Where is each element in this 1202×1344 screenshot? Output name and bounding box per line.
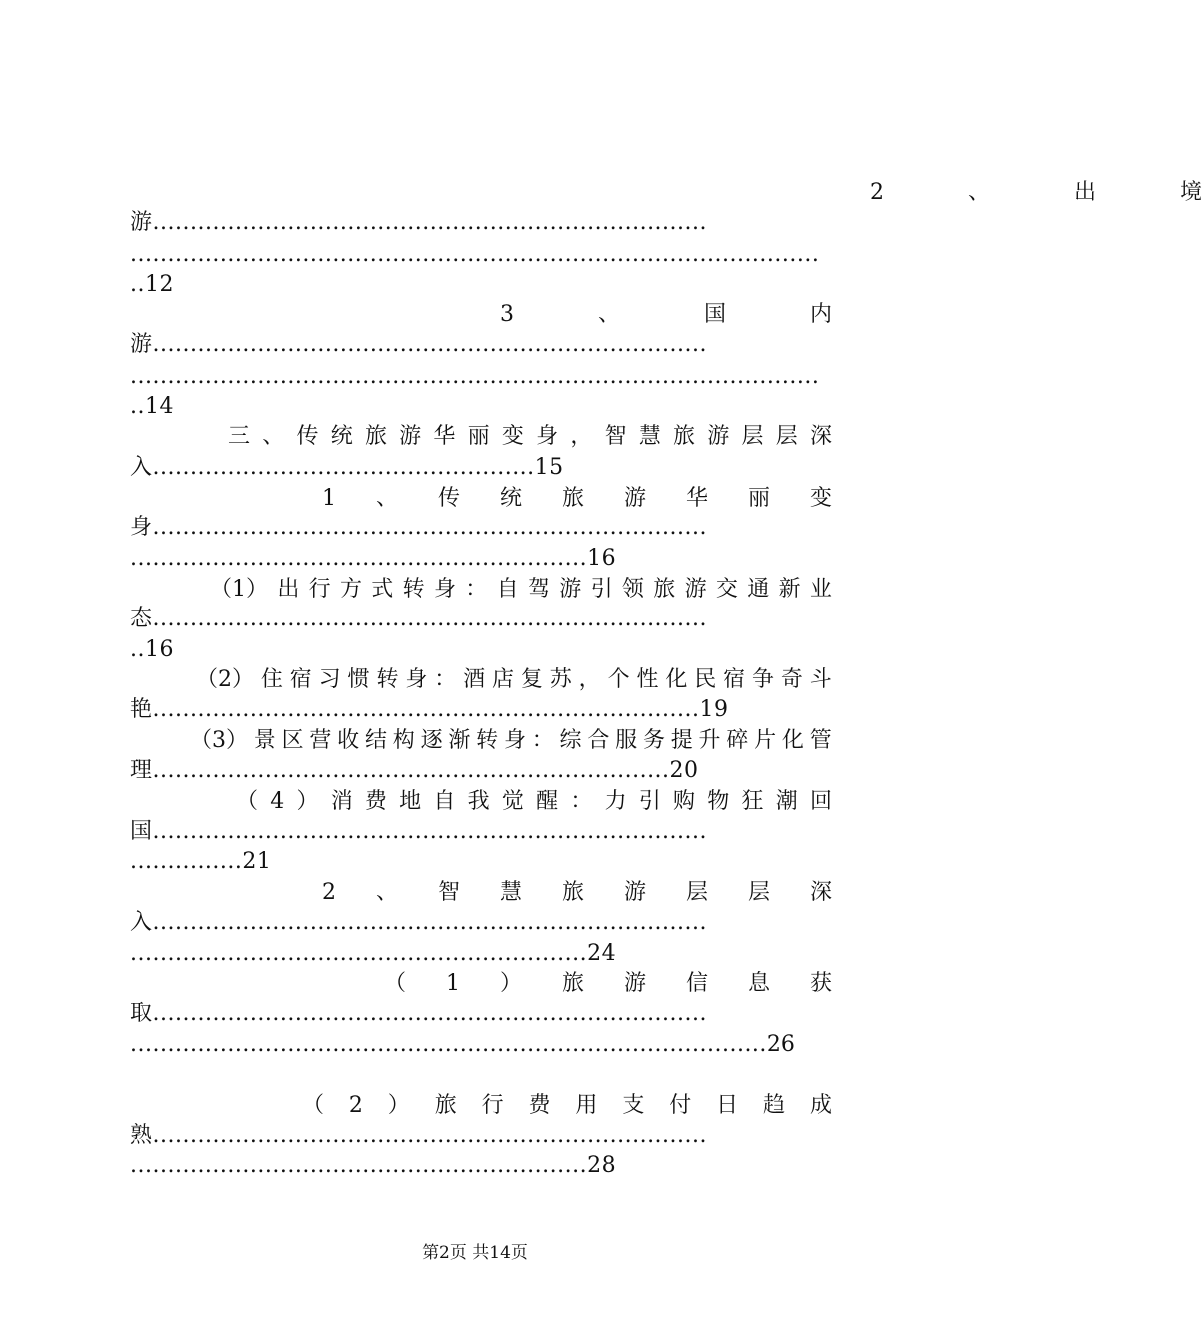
- toc-char: 店: [492, 667, 515, 692]
- toc-char: 传: [296, 424, 319, 449]
- toc-char: 慧: [499, 880, 522, 905]
- toc-char: 智: [437, 880, 460, 905]
- toc-leader-line: ...............21: [130, 849, 272, 874]
- toc-char: 务: [642, 728, 665, 753]
- toc-char: 构: [392, 728, 415, 753]
- toc-char: 提: [670, 728, 693, 753]
- toc-char: （2）: [196, 667, 254, 692]
- toc-leader-line: 入...................................................15: [130, 455, 564, 480]
- toc-char: 行: [481, 1093, 504, 1118]
- toc-char: 费: [528, 1093, 551, 1118]
- toc-leader-line: .....................................................................................26: [130, 1032, 795, 1057]
- toc-char: 华: [433, 424, 456, 449]
- toc-char: 升: [698, 728, 721, 753]
- toc-entry-continuation: 游: [130, 210, 153, 235]
- toc-entry-continuation: 身: [130, 515, 153, 540]
- toc-entry-heading: [196, 665, 832, 695]
- toc-leader-line: .............................................................24: [130, 941, 617, 966]
- toc-leader-line: .............................................................16: [130, 546, 617, 571]
- toc-char: 三: [228, 424, 251, 449]
- toc-char: 旅: [561, 880, 584, 905]
- toc-char: 统: [499, 486, 522, 511]
- toc-char: 、: [967, 180, 990, 205]
- toc-char: 转: [402, 577, 425, 602]
- toc-char: 旅: [561, 486, 584, 511]
- toc-char: 智: [604, 424, 627, 449]
- toc-char: 民: [694, 667, 717, 692]
- toc-char: 通: [747, 577, 770, 602]
- toc-char: 苏: [549, 667, 572, 692]
- toc-entry-heading: [322, 878, 832, 908]
- toc-char: （3）: [190, 728, 248, 753]
- toc-char: 潮: [775, 789, 798, 814]
- toc-char: 逐: [420, 728, 443, 753]
- toc-char: 深: [809, 424, 832, 449]
- toc-char: ）: [296, 789, 319, 814]
- toc-char: 争: [752, 667, 775, 692]
- toc-entry-continuation: 取: [130, 1001, 153, 1026]
- toc-leader-line: 游..........................................................................: [130, 210, 708, 235]
- toc-char: 层: [741, 424, 764, 449]
- toc-entry-heading: [500, 178, 1202, 208]
- toc-char: 行: [308, 577, 331, 602]
- toc-entry-continuation: 游: [130, 332, 153, 357]
- toc-char: 游: [707, 424, 730, 449]
- toc-char: ）: [499, 971, 522, 996]
- toc-char: 宿: [289, 667, 312, 692]
- toc-char: 力: [604, 789, 627, 814]
- toc-char: 丽: [747, 486, 770, 511]
- toc-char: 转: [476, 728, 499, 753]
- toc-char: 购: [673, 789, 696, 814]
- toc-char: 1: [446, 971, 460, 996]
- toc-char: 宿: [723, 667, 746, 692]
- toc-char: 出: [277, 577, 300, 602]
- toc-page-number: 12: [145, 272, 174, 297]
- toc-char: 层: [685, 880, 708, 905]
- toc-char: 驾: [527, 577, 550, 602]
- toc-char: 服: [615, 728, 638, 753]
- toc-char: 交: [715, 577, 738, 602]
- toc-leader-line: 取..........................................................................: [130, 1001, 708, 1026]
- toc-char: 习: [318, 667, 341, 692]
- toc-char: 费: [364, 789, 387, 814]
- page-footer: 第2页 共14页: [422, 1243, 528, 1263]
- toc-char: 景: [253, 728, 276, 753]
- toc-char: 我: [467, 789, 490, 814]
- toc-entry-continuation: 入: [130, 910, 153, 935]
- toc-entry-continuation: 艳: [130, 697, 153, 722]
- toc-char: 醒: [536, 789, 559, 814]
- toc-entry-heading: [228, 422, 832, 452]
- toc-page-number: 28: [587, 1153, 617, 1178]
- toc-page-number: 15: [534, 455, 564, 480]
- toc-char: 2: [870, 180, 884, 205]
- toc-char: 新: [778, 577, 801, 602]
- toc-char: （: [236, 789, 259, 814]
- toc-char: 碎: [726, 728, 749, 753]
- toc-char: （: [384, 971, 407, 996]
- toc-leader-line: ..16: [130, 637, 174, 662]
- toc-entry-continuation: 熟: [130, 1123, 153, 1148]
- toc-char: 化: [665, 667, 688, 692]
- toc-char: 式: [371, 577, 394, 602]
- toc-char: 支: [622, 1093, 645, 1118]
- toc-char: 成: [809, 1093, 832, 1118]
- toc-char: 综: [559, 728, 582, 753]
- toc-entry-heading: [210, 575, 832, 605]
- toc-char: 华: [685, 486, 708, 511]
- toc-char: 2: [348, 1093, 363, 1118]
- toc-char: 复: [520, 667, 543, 692]
- toc-char: （1）: [210, 577, 268, 602]
- toc-char: 信: [685, 971, 708, 996]
- toc-char: 3: [500, 302, 514, 327]
- toc-entry-heading: [236, 787, 832, 817]
- toc-entry-heading: [500, 300, 832, 330]
- toc-char: ）: [387, 1093, 410, 1118]
- toc-char: 引: [590, 577, 613, 602]
- toc-leader-line: 身..........................................................................: [130, 515, 708, 540]
- toc-char: 日: [716, 1093, 739, 1118]
- toc-leader-line: 入..........................................................................: [130, 910, 708, 935]
- toc-page-number: 16: [145, 637, 174, 662]
- toc-entry-heading: [190, 726, 832, 756]
- toc-char: 自: [433, 789, 456, 814]
- toc-page-number: 21: [242, 849, 272, 874]
- toc-char: 身: [503, 728, 526, 753]
- toc-entry-heading: [302, 1091, 832, 1121]
- toc-char: 1: [322, 486, 336, 511]
- toc-char: 变: [809, 486, 832, 511]
- toc-char: 消: [330, 789, 353, 814]
- toc-entry-heading: [322, 484, 832, 514]
- toc-char: 、: [375, 880, 398, 905]
- toc-char: 游: [399, 424, 422, 449]
- toc-char: 旅: [673, 424, 696, 449]
- toc-leader-line: 游..........................................................................: [130, 332, 708, 357]
- toc-char: 身: [536, 424, 559, 449]
- toc-char: 变: [501, 424, 524, 449]
- toc-char: 身: [433, 577, 456, 602]
- toc-char: 、: [375, 486, 398, 511]
- toc-entry-continuation: 理: [130, 758, 153, 783]
- toc-char: 觉: [501, 789, 524, 814]
- toc-char: ：: [531, 728, 554, 753]
- toc-char: 身: [405, 667, 428, 692]
- toc-char: 片: [754, 728, 777, 753]
- toc-char: 收: [337, 728, 360, 753]
- toc-char: 层: [747, 880, 770, 905]
- toc-char: 出: [1073, 180, 1096, 205]
- toc-char: 引: [638, 789, 661, 814]
- toc-leader-line: 国..........................................................................: [130, 819, 708, 844]
- toc-char: 斗: [809, 667, 832, 692]
- toc-char: 统: [330, 424, 353, 449]
- toc-char: 旅: [653, 577, 676, 602]
- toc-char: 获: [809, 971, 832, 996]
- toc-char: 地: [399, 789, 422, 814]
- toc-leader-line: ............................................................................................: [130, 364, 820, 389]
- toc-char: 结: [364, 728, 387, 753]
- toc-char: 游: [623, 486, 646, 511]
- toc-char: 物: [707, 789, 730, 814]
- toc-char: 回: [809, 789, 832, 814]
- toc-char: ：: [570, 789, 593, 814]
- toc-page-number: 24: [587, 941, 617, 966]
- toc-char: 慧: [638, 424, 661, 449]
- toc-char: 游: [623, 971, 646, 996]
- toc-entry-continuation: 态: [130, 606, 153, 631]
- toc-entry-heading: [384, 969, 832, 999]
- toc-page-number: 16: [587, 546, 617, 571]
- toc-char: 、: [262, 424, 285, 449]
- toc-char: 游: [559, 577, 582, 602]
- toc-char: 合: [587, 728, 610, 753]
- toc-char: 旅: [434, 1093, 457, 1118]
- toc-page-number: 26: [766, 1032, 795, 1057]
- toc-char: （: [302, 1093, 325, 1118]
- toc-char: 个: [607, 667, 630, 692]
- toc-char: 惯: [347, 667, 370, 692]
- toc-leader-line: .............................................................28: [130, 1153, 617, 1178]
- toc-char: ，: [570, 424, 593, 449]
- toc-page-number: 20: [669, 758, 699, 783]
- toc-char: 境: [1179, 180, 1202, 205]
- toc-char: 息: [747, 971, 770, 996]
- toc-char: 方: [339, 577, 362, 602]
- toc-char: 狂: [741, 789, 764, 814]
- toc-leader-line: 艳.........................................................................19: [130, 697, 729, 722]
- toc-entry-continuation: 国: [130, 819, 153, 844]
- toc-char: 管: [809, 728, 832, 753]
- toc-leader-line: 态..........................................................................: [130, 606, 708, 631]
- toc-char: 自: [496, 577, 519, 602]
- toc-char: 性: [636, 667, 659, 692]
- toc-char: 国: [703, 302, 726, 327]
- toc-char: 酒: [463, 667, 486, 692]
- toc-char: 游: [623, 880, 646, 905]
- toc-entry-continuation: 入: [130, 455, 153, 480]
- toc-char: 营: [309, 728, 332, 753]
- toc-leader-line: ..12: [130, 272, 174, 297]
- toc-char: 渐: [448, 728, 471, 753]
- toc-char: 用: [575, 1093, 598, 1118]
- toc-char: 、: [597, 302, 620, 327]
- toc-char: 趋: [763, 1093, 786, 1118]
- toc-char: 丽: [467, 424, 490, 449]
- toc-char: 内: [809, 302, 832, 327]
- toc-char: 层: [775, 424, 798, 449]
- toc-char: 付: [669, 1093, 692, 1118]
- toc-char: 住: [260, 667, 283, 692]
- toc-leader-line: ............................................................................................: [130, 242, 820, 267]
- toc-char: 业: [809, 577, 832, 602]
- toc-page-number: 14: [145, 394, 174, 419]
- toc-char: 游: [684, 577, 707, 602]
- toc-char: 奇: [780, 667, 803, 692]
- toc-char: 旅: [364, 424, 387, 449]
- toc-leader-line: 理.....................................................................20: [130, 758, 699, 783]
- toc-leader-line: 熟..........................................................................: [130, 1123, 708, 1148]
- toc-char: 旅: [561, 971, 584, 996]
- toc-leader-line: ..14: [130, 394, 174, 419]
- toc-char: 2: [322, 880, 336, 905]
- toc-char: 传: [437, 486, 460, 511]
- toc-char: 4: [270, 789, 285, 814]
- toc-char: ：: [465, 577, 488, 602]
- toc-char: 深: [809, 880, 832, 905]
- toc-char: 转: [376, 667, 399, 692]
- toc-char: ，: [578, 667, 601, 692]
- toc-char: ：: [434, 667, 457, 692]
- toc-char: 化: [781, 728, 804, 753]
- toc-char: 领: [621, 577, 644, 602]
- toc-char: 区: [281, 728, 304, 753]
- toc-page-number: 19: [699, 697, 729, 722]
